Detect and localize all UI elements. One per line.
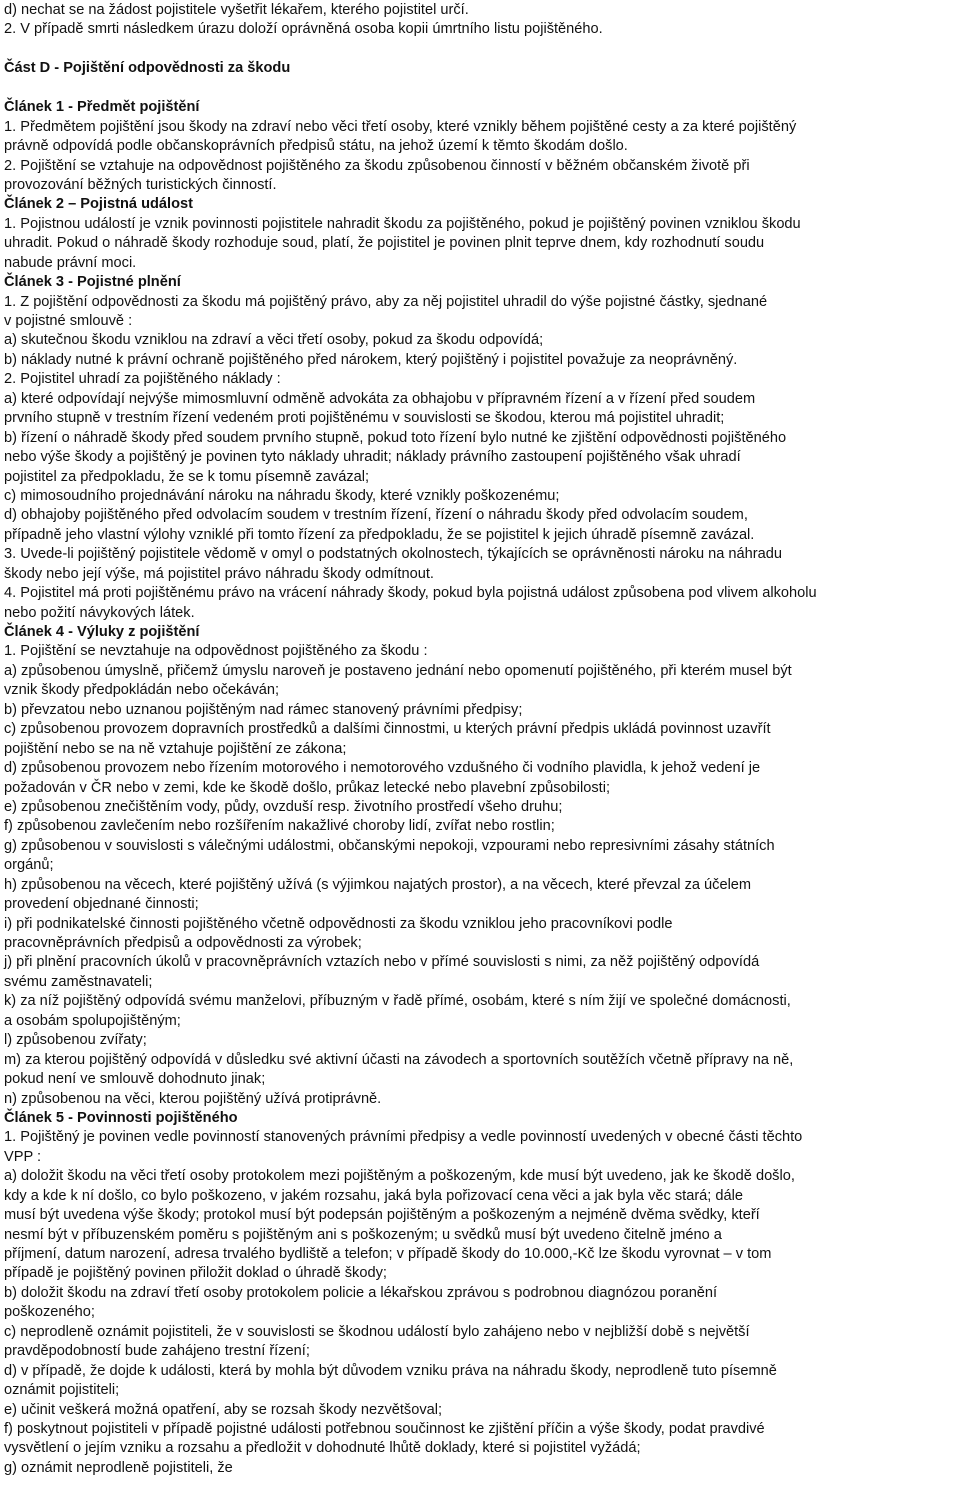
section-heading: Část D - Pojištění odpovědnosti za škodu — [4, 60, 291, 77]
text-line: vznik škody předpokládán nebo očekáván; — [4, 682, 280, 699]
text-line: c) mimosoudního projednávání nároku na náhradu škody, které vznikly poškozenému; — [4, 487, 560, 504]
blank-line — [4, 79, 952, 98]
text-line: 3. Uvede-li pojištěný pojistitele vědomě v omyl o podstatných okolnostech, týkajících se oprávněnosti nároku na náhradu — [4, 546, 782, 563]
text-line: i) při podnikatelské činnosti pojištěného včetně odpovědnosti za škodu vzniklou jeho pracovníkovi podle — [4, 915, 673, 932]
text-line: nesmí být v příbuzenském poměru s pojištěným ani s poškozeným; u svědků musí být uvedeno čitelně jméno a — [4, 1226, 722, 1243]
text-line: d) obhajoby pojištěného před odvolacím soudem v trestním řízení, řízení o náhradu škody před odvolacím soudem, — [4, 507, 748, 524]
text-line: d) nechat se na žádost pojistitele vyšetřit lékařem, kterého pojistitel určí. — [4, 2, 469, 18]
text-line: 1. Pojistnou událostí je vznik povinnosti pojistitele nahradit škodu za pojištěného, pokud je pojištěný povinen vzniklou škodu — [4, 215, 801, 232]
text-line: pravděpodobností bude zahájeno trestní řízení; — [4, 1343, 310, 1360]
text-line: 1. Pojištěný je povinen vedle povinností stanovených právními předpisy a vedle povinností uvedených v obecné části těchto — [4, 1129, 803, 1146]
text-line: k) za níž pojištěný odpovídá svému manželovi, příbuzným v řadě přímé, osobám, které s ním žijí ve společné domácnosti, — [4, 993, 791, 1010]
text-line: oznámit pojistiteli; — [4, 1382, 120, 1399]
text-line: n) způsobenou na věci, kterou pojištěný užívá protiprávně. — [4, 1090, 382, 1107]
text-line: 1. Předmětem pojištění jsou škody na zdraví nebo věci třetí osoby, které vznikly během pojištěné cesty a za které pojištěný — [4, 118, 797, 135]
text-line: orgánů; — [4, 857, 54, 874]
text-line: kdy a kde k ní došlo, co bylo poškozeno, v jakém rozsahu, jaká byla pořizovací cena věci a jak byla věc stará; dále — [4, 1187, 743, 1204]
text-line: prvního stupně v trestním řízení vedeném proti pojištěnému v souvislosti se škodou, kterou má pojistitel uhradit; — [4, 410, 725, 427]
text-line: právně odpovídá podle občanskoprávních předpisů státu, na jehož území k těmto škodám došlo. — [4, 138, 628, 155]
text-line: případě je pojištěný povinen přiložit doklad o úhradě škody; — [4, 1265, 387, 1282]
text-line: VPP : — [4, 1148, 42, 1165]
text-line: případně jeho vlastní výlohy vzniklé při tomto řízení za předpokladu, že se pojistitel k jejich úhradě písemně zavázal. — [4, 526, 755, 543]
text-line: poškozeného; — [4, 1304, 95, 1321]
text-line: musí být uvedena výše škody; protokol musí být podepsán pojištěným a poškozeným a nejméně dvěma svědky, kteří — [4, 1207, 760, 1224]
text-line: 2. Pojistitel uhradí za pojištěného náklady : — [4, 371, 281, 388]
text-line: 1. Pojištění se nevztahuje na odpovědnost pojištěného za škodu : — [4, 643, 428, 660]
text-line: c) způsobenou provozem dopravních prostředků a dalšími činnostmi, u kterých právní předpis ukládá povinnost uzavřít — [4, 721, 771, 738]
text-line: provozování běžných turistických činností. — [4, 176, 277, 193]
text-line: b) řízení o náhradě škody před soudem prvního stupně, pokud toto řízení bylo nutné ke zjištění odpovědnosti pojištěného — [4, 429, 787, 446]
text-line: svému zaměstnavateli; — [4, 973, 153, 990]
section-heading: Článek 1 - Předmět pojištění — [4, 99, 200, 116]
text-line: pokud není ve smlouvě dohodnuto jinak; — [4, 1071, 266, 1088]
text-line: f) způsobenou zavlečením nebo rozšířením nakažlivé choroby lidí, zvířat nebo rostlin; — [4, 818, 555, 835]
section-heading: Článek 3 - Pojistné plnění — [4, 274, 181, 291]
text-line: 4. Pojistitel má proti pojištěnému právo na vrácení náhrady škody, pokud byla pojistná událost způsobena pod vlivem alkoholu — [4, 585, 817, 602]
text-line: a) způsobenou úmyslně, přičemž úmyslu naroveň je postaveno jednání nebo opomenutí pojištěného, při kterém musel být — [4, 662, 792, 679]
text-line: provedení objednané činnosti; — [4, 896, 199, 913]
text-line: d) způsobenou provozem nebo řízením motorového i nemotorového vzdušného či vodního plavidla, k jehož vedení je — [4, 760, 761, 777]
text-line: nebo požití návykových látek. — [4, 604, 195, 621]
text-line: m) za kterou pojištěný odpovídá v důsledku své aktivní účasti na závodech a sportovních soutěžích včetně přípravy na ně, — [4, 1051, 794, 1068]
text-line: a) skutečnou škodu vzniklou na zdraví a věci třetí osoby, pokud za škodu odpovídá; — [4, 332, 544, 349]
text-line: f) poskytnout pojistiteli v případě pojistné události potřebnou součinnost ke zjištění příčin a výše škody, podat pravdivé — [4, 1420, 765, 1437]
text-line: e) učinit veškerá možná opatření, aby se rozsah škody nezvětšoval; — [4, 1401, 443, 1418]
text-line: pojistitel za předpokladu, že se k tomu písemně zavázal; — [4, 468, 370, 485]
text-line: g) způsobenou v souvislosti s válečnými událostmi, občanskými nepokoji, vzpourami nebo represivními zásahy státních — [4, 837, 775, 854]
text-line: h) způsobenou na věcech, které pojištěný užívá (s výjimkou najatých prostor), a na věcech, které převzal za účelem — [4, 876, 752, 893]
section-heading: Článek 4 - Výluky z pojištění — [4, 624, 200, 640]
text-line: nebo výše škody a pojištěný je povinen tyto náklady uhradit; náklady právního zastoupení pojištěného však uhradí — [4, 449, 741, 466]
text-line: a) doložit škodu na věci třetí osoby protokolem mezi pojištěným a poškozeným, kde musí být uvedeno, jak ke škodě došlo, — [4, 1168, 795, 1185]
text-line: příjmení, datum narození, adresa trvalého bydliště a telefon; v případě škody do 10.000,-Kč lze škodu vyrovnat – v tom — [4, 1246, 772, 1262]
section-heading: Článek 5 - Povinnosti pojištěného — [4, 1109, 238, 1126]
text-line: g) oznámit neprodleně pojistiteli, že — [4, 1459, 233, 1476]
blank-line — [4, 40, 952, 59]
text-line: pojištění nebo se na ně vztahuje pojištění ze zákona; — [4, 740, 347, 757]
text-line: b) náklady nutné k právní ochraně pojištěného před nárokem, který pojištěný i pojistitel považuje za neoprávněný. — [4, 351, 738, 368]
text-line: vysvětlení o jejím vzniku a rozsahu a předložit v dohodnuté lhůtě doklady, které si pojistitel vyžádá; — [4, 1440, 641, 1457]
text-line: nabude právní moci. — [4, 254, 137, 271]
text-line: 2. V případě smrti následkem úrazu doloží oprávněná osoba kopii úmrtního listu pojištěného. — [4, 21, 603, 38]
text-line: 1. Z pojištění odpovědnosti za škodu má pojištěný právo, aby za něj pojistitel uhradil do výše pojistné částky, sjednané — [4, 293, 768, 310]
text-line: b) převzatou nebo uznanou pojištěným nad rámec stanovený právními předpisy; — [4, 701, 523, 718]
text-line: v pojistné smlouvě : — [4, 313, 133, 329]
text-line: a osobám spolupojištěným; — [4, 1012, 181, 1029]
text-line: 2. Pojištění se vztahuje na odpovědnost pojištěného za škodu způsobenou činností v běžném občanském životě při — [4, 157, 750, 174]
text-line: c) neprodleně oznámit pojistiteli, že v souvislosti se škodnou událostí bylo zahájeno nebo v nejbližší době s největší — [4, 1323, 750, 1340]
text-line: pracovněprávních předpisů a odpovědnosti za výrobek; — [4, 935, 362, 951]
text-line: d) v případě, že dojde k události, která by mohla být důvodem vzniku práva na náhradu škody, neprodleně tuto písemně — [4, 1362, 777, 1379]
text-line: e) způsobenou znečištěním vody, půdy, ovzduší resp. životního prostředí všeho druhu; — [4, 798, 563, 815]
text-line: a) které odpovídají nejvýše mimosmluvní odměně advokáta za obhajobu v přípravném řízení a v řízení před soudem — [4, 390, 756, 407]
text-line: uhradit. Pokud o náhradě škody rozhoduje soud, platí, že pojistitel je povinen plnit teprve dnem, kdy rozhodnutí soudu — [4, 235, 765, 252]
section-heading: Článek 2 – Pojistná událost — [4, 196, 193, 213]
text-line: požadován v ČR nebo v zemi, kde ke škodě došlo, průkaz letecké nebo plavební způsobilosti; — [4, 779, 610, 796]
text-line: b) doložit škodu na zdraví třetí osoby protokolem policie a lékařskou zprávou s podrobnou diagnózou poranění — [4, 1284, 718, 1301]
text-line: j) při plnění pracovních úkolů v pracovněprávních vztazích nebo v přímé souvislosti s nimi, za něž pojištěný odpovídá — [4, 954, 760, 971]
text-line: l) způsobenou zvířaty; — [4, 1032, 147, 1049]
text-line: škody nebo její výše, má pojistitel právo náhradu škody odmítnout. — [4, 565, 434, 582]
